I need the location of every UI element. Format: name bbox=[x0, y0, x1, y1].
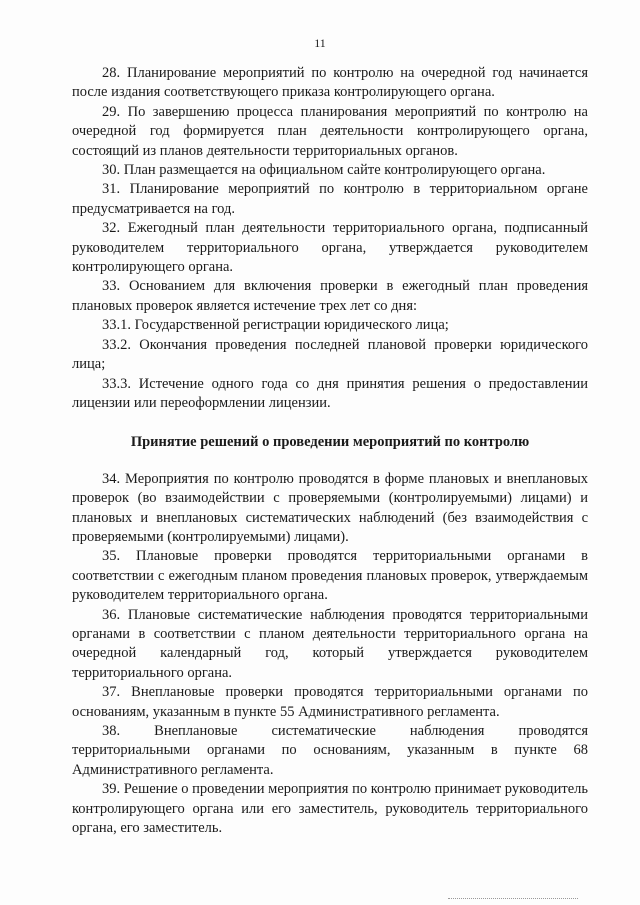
paragraph-39: 39. Решение о проведении мероприятия по контролю принимает руководитель контролирующего органа или его заместитель, руководитель территориального органа, его заместитель. bbox=[72, 781, 588, 837]
paragraph-36: 36. Плановые систематические наблюдения проводятся территориальными органами в соответствии с планом деятельности территориального органа на очередной календарный год, который утверждается руководителем территориального органа. bbox=[72, 606, 588, 681]
paragraph-32: 32. Ежегодный план деятельности территориального органа, подписанный руководителем территориального органа, утверждается руководителем контролирующего органа. bbox=[72, 220, 588, 276]
page-number: 11 bbox=[314, 36, 326, 50]
paragraph-29: 29. По завершению процесса планирования мероприятий по контролю на очередной год формируется план деятельности контролирующего органа, состоящий из планов деятельности территориальных органов. bbox=[72, 103, 588, 159]
paragraph-34: 34. Мероприятия по контролю проводятся в форме плановых и внеплановых проверок (во взаимодействии с проверяемыми (контролируемыми) лицами) и плановых и внеплановых систематических наблюдений (без взаимодействия с проверяемыми (контролируемыми) лицами). bbox=[72, 470, 588, 545]
paragraph-33: 33. Основанием для включения проверки в ежегодный план проведения плановых проверок является истечение трех лет со дня: bbox=[72, 278, 588, 314]
paragraph-33-1: 33.1. Государственной регистрации юридического лица; bbox=[102, 317, 449, 334]
paragraph-33-3: 33.3. Истечение одного года со дня принятия решения о предоставлении лицензии или переоформлении лицензии. bbox=[72, 375, 588, 411]
scan-artifact bbox=[448, 898, 578, 905]
section-heading: Принятие решений о проведении мероприятий по контролю bbox=[130, 434, 530, 451]
paragraph-37: 37. Внеплановые проверки проводятся территориальными органами по основаниям, указанным в пункте 55 Административного регламента. bbox=[72, 684, 588, 720]
paragraph-33-2: 33.2. Окончания проведения последней плановой проверки юридического лица; bbox=[72, 336, 588, 373]
paragraph-30: 30. План размещается на официальном сайте контролирующего органа. bbox=[102, 162, 546, 179]
paragraph-38: 38. Внеплановые систематические наблюдения проводятся территориальными органами по основаниям, указанным в пункте 68 Административного регламента. bbox=[72, 723, 588, 778]
paragraph-35: 35. Плановые проверки проводятся территориальными органами в соответствии с ежегодным планом проведения плановых проверок, утверждаемым руководителем территориального органа. bbox=[72, 548, 588, 604]
paragraph-31: 31. Планирование мероприятий по контролю в территориальном органе предусматривается на год. bbox=[72, 181, 588, 217]
paragraph-28: 28. Планирование мероприятий по контролю на очередной год начинается после издания соответствующего приказа контролирующего органа. bbox=[72, 65, 588, 101]
document-body bbox=[72, 64, 588, 838]
